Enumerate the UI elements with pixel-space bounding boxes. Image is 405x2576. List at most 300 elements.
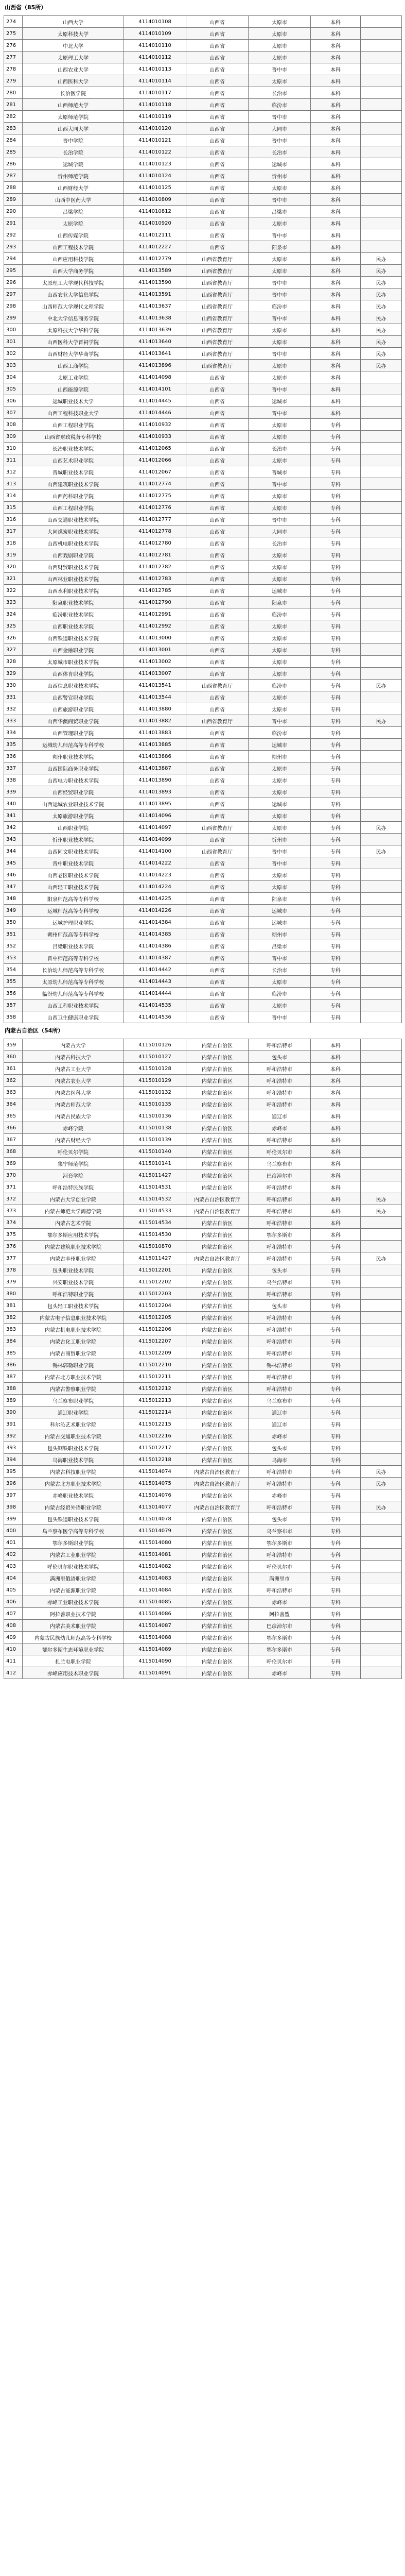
- level-cell: 专科: [311, 419, 361, 431]
- school-name-cell: 山西医科大学: [23, 75, 124, 87]
- city-cell: 太原市: [249, 786, 311, 798]
- school-name-cell: 运城学院: [23, 158, 124, 170]
- school-name-cell: 运城职业技术大学: [23, 395, 124, 407]
- school-name-cell: 内蒙古机电职业技术学院: [23, 1324, 124, 1335]
- authority-cell: 内蒙古自治区教育厅: [186, 1466, 249, 1478]
- table-row: [4, 1466, 402, 1478]
- table-row: [4, 1335, 402, 1347]
- row-index-cell: 334: [4, 727, 23, 739]
- authority-cell: 山西省教育厅: [186, 289, 249, 300]
- city-cell: 呼和浩特市: [249, 1478, 311, 1489]
- note-cell: 民办: [361, 1252, 402, 1264]
- school-name-cell: 山西能源学院: [23, 383, 124, 395]
- row-index-cell: 277: [4, 52, 23, 63]
- school-code-cell: 4114014443: [124, 976, 186, 988]
- authority-cell: 内蒙古自治区: [186, 1312, 249, 1324]
- school-name-cell: 山西大学: [23, 16, 124, 28]
- authority-cell: 内蒙古自治区: [186, 1324, 249, 1335]
- school-name-cell: 乌兰察布职业学院: [23, 1395, 124, 1406]
- city-cell: 太原市: [249, 644, 311, 656]
- level-cell: 专科: [311, 466, 361, 478]
- city-cell: 呼伦贝尔市: [249, 1655, 311, 1667]
- authority-cell: 内蒙古自治区: [186, 1217, 249, 1229]
- table-row: [4, 751, 402, 762]
- authority-cell: 山西省教育厅: [186, 253, 249, 265]
- table-row: [4, 597, 402, 608]
- authority-cell: 山西省: [186, 703, 249, 715]
- city-cell: 太原市: [249, 324, 311, 336]
- table-row: [4, 28, 402, 40]
- level-cell: 专科: [311, 1383, 361, 1395]
- school-name-cell: 山西工程科技职业大学: [23, 407, 124, 419]
- table-row: [4, 454, 402, 466]
- city-cell: 呼和浩特市: [249, 1252, 311, 1264]
- table-row: [4, 75, 402, 87]
- school-name-cell: 乌兰察布医学高等专科学校: [23, 1525, 124, 1537]
- row-index-cell: 391: [4, 1418, 23, 1430]
- note-cell: 民办: [361, 360, 402, 371]
- city-cell: 运城市: [249, 905, 311, 917]
- school-name-cell: 阳泉职业技术学院: [23, 597, 124, 608]
- table-row: [4, 1075, 402, 1087]
- school-code-cell: 4115014531: [124, 1181, 186, 1193]
- authority-cell: 山西省: [186, 431, 249, 443]
- school-name-cell: 山西财贸职业技术学院: [23, 561, 124, 573]
- school-name-cell: 大同煤炭职业技术学院: [23, 526, 124, 537]
- note-cell: [361, 1525, 402, 1537]
- note-cell: 民办: [361, 1205, 402, 1217]
- school-code-cell: 4114013890: [124, 774, 186, 786]
- city-cell: 太原市: [249, 703, 311, 715]
- authority-cell: 山西省: [186, 182, 249, 194]
- table-row: [4, 608, 402, 620]
- city-cell: 太原市: [249, 217, 311, 229]
- level-cell: 专科: [311, 1324, 361, 1335]
- level-cell: 专科: [311, 762, 361, 774]
- school-name-cell: 山西铁道职业技术学院: [23, 632, 124, 644]
- note-cell: [361, 146, 402, 158]
- city-cell: 运城市: [249, 798, 311, 810]
- level-cell: 专科: [311, 1252, 361, 1264]
- note-cell: [361, 905, 402, 917]
- authority-cell: 内蒙古自治区教育厅: [186, 1501, 249, 1513]
- city-cell: 呼和浩特市: [249, 1324, 311, 1335]
- table-row: [4, 1011, 402, 1023]
- school-code-cell: 4115010140: [124, 1146, 186, 1158]
- note-cell: [361, 123, 402, 134]
- authority-cell: 山西省: [186, 656, 249, 668]
- row-index-cell: 372: [4, 1193, 23, 1205]
- row-index-cell: 393: [4, 1442, 23, 1454]
- authority-cell: 内蒙古自治区: [186, 1620, 249, 1632]
- level-cell: 本科: [311, 360, 361, 371]
- level-cell: 本科: [311, 16, 361, 28]
- row-index-cell: 346: [4, 869, 23, 881]
- row-index-cell: 360: [4, 1051, 23, 1063]
- row-index-cell: 317: [4, 526, 23, 537]
- row-index-cell: 402: [4, 1549, 23, 1561]
- row-index-cell: 286: [4, 158, 23, 170]
- note-cell: [361, 608, 402, 620]
- school-name-cell: 山西国际商务职业学院: [23, 762, 124, 774]
- row-index-cell: 407: [4, 1608, 23, 1620]
- city-cell: 长治市: [249, 146, 311, 158]
- row-index-cell: 356: [4, 988, 23, 999]
- school-name-cell: 晋中师范高等专科学校: [23, 952, 124, 964]
- authority-cell: 山西省: [186, 917, 249, 928]
- level-cell: 本科: [311, 371, 361, 383]
- school-code-cell: 4114014097: [124, 822, 186, 834]
- note-cell: [361, 1229, 402, 1241]
- level-cell: 本科: [311, 1063, 361, 1075]
- level-cell: 本科: [311, 1122, 361, 1134]
- authority-cell: 山西省: [186, 988, 249, 999]
- table-row: [4, 1347, 402, 1359]
- school-name-cell: 内蒙古民族幼儿师范高等专科学校: [23, 1632, 124, 1643]
- city-cell: 晋中市: [249, 952, 311, 964]
- city-cell: 吕梁市: [249, 940, 311, 952]
- school-name-cell: 中北大学信息商务学院: [23, 312, 124, 324]
- note-cell: [361, 798, 402, 810]
- authority-cell: 山西省: [186, 454, 249, 466]
- table-row: [4, 371, 402, 383]
- level-cell: 专科: [311, 431, 361, 443]
- school-name-cell: 呼伦贝尔学院: [23, 1146, 124, 1158]
- city-cell: 运城市: [249, 739, 311, 751]
- level-cell: 专科: [311, 857, 361, 869]
- authority-cell: 山西省: [186, 893, 249, 905]
- school-code-cell: 4114012779: [124, 253, 186, 265]
- city-cell: 阳泉市: [249, 597, 311, 608]
- row-index-cell: 408: [4, 1620, 23, 1632]
- school-code-cell: 4114014535: [124, 999, 186, 1011]
- authority-cell: 山西省: [186, 146, 249, 158]
- city-cell: 太原市: [249, 454, 311, 466]
- note-cell: [361, 940, 402, 952]
- school-code-cell: 4114010118: [124, 99, 186, 111]
- school-code-cell: 4114013590: [124, 277, 186, 289]
- city-cell: 太原市: [249, 691, 311, 703]
- city-cell: 鄂尔多斯市: [249, 1537, 311, 1549]
- authority-cell: 山西省: [186, 158, 249, 170]
- note-cell: [361, 1170, 402, 1181]
- table-row: [4, 87, 402, 99]
- authority-cell: 山西省: [186, 1011, 249, 1023]
- school-name-cell: 内蒙古商贸职业学院: [23, 1347, 124, 1359]
- note-cell: [361, 1655, 402, 1667]
- row-index-cell: 329: [4, 668, 23, 680]
- level-cell: 专科: [311, 537, 361, 549]
- note-cell: [361, 52, 402, 63]
- row-index-cell: 312: [4, 466, 23, 478]
- level-cell: 专科: [311, 632, 361, 644]
- note-cell: [361, 1359, 402, 1371]
- level-cell: 本科: [311, 348, 361, 360]
- level-cell: 本科: [311, 1075, 361, 1087]
- table-row: [4, 1312, 402, 1324]
- authority-cell: 内蒙古自治区: [186, 1181, 249, 1193]
- note-cell: [361, 206, 402, 217]
- school-name-cell: 山西师范大学现代文理学院: [23, 300, 124, 312]
- school-name-cell: 内蒙古建筑职业技术学院: [23, 1241, 124, 1252]
- table-row: [4, 407, 402, 419]
- table-row: [4, 16, 402, 28]
- authority-cell: 内蒙古自治区: [186, 1241, 249, 1252]
- table-row: [4, 1359, 402, 1371]
- note-cell: [361, 1087, 402, 1098]
- note-cell: [361, 16, 402, 28]
- row-index-cell: 361: [4, 1063, 23, 1075]
- school-code-cell: 4114014100: [124, 845, 186, 857]
- row-index-cell: 395: [4, 1466, 23, 1478]
- level-cell: 本科: [311, 1146, 361, 1158]
- level-cell: 专科: [311, 834, 361, 845]
- note-cell: 民办: [361, 1501, 402, 1513]
- school-name-cell: 太原理工大学: [23, 52, 124, 63]
- note-cell: [361, 466, 402, 478]
- note-cell: [361, 1011, 402, 1023]
- row-index-cell: 378: [4, 1264, 23, 1276]
- school-name-cell: 太原幼儿师范高等专科学校: [23, 976, 124, 988]
- school-code-cell: 4115014081: [124, 1549, 186, 1561]
- school-name-cell: 山西工程技术学院: [23, 241, 124, 253]
- school-code-cell: 4115011427: [124, 1170, 186, 1181]
- note-cell: 民办: [361, 324, 402, 336]
- school-code-cell: 4114013007: [124, 668, 186, 680]
- table-row: [4, 1643, 402, 1655]
- table-row: [4, 573, 402, 585]
- note-cell: [361, 751, 402, 762]
- city-cell: 太原市: [249, 762, 311, 774]
- level-cell: 专科: [311, 1335, 361, 1347]
- row-index-cell: 316: [4, 514, 23, 526]
- authority-cell: 山西省: [186, 810, 249, 822]
- level-cell: 专科: [311, 1359, 361, 1371]
- school-code-cell: 4115012217: [124, 1442, 186, 1454]
- school-code-cell: 4114014387: [124, 952, 186, 964]
- note-cell: [361, 170, 402, 182]
- row-index-cell: 280: [4, 87, 23, 99]
- note-cell: [361, 774, 402, 786]
- row-index-cell: 318: [4, 537, 23, 549]
- city-cell: 呼和浩特市: [249, 1181, 311, 1193]
- authority-cell: 内蒙古自治区: [186, 1395, 249, 1406]
- note-cell: [361, 585, 402, 597]
- school-name-cell: 内蒙古民族大学: [23, 1110, 124, 1122]
- table-row: [4, 620, 402, 632]
- level-cell: 专科: [311, 644, 361, 656]
- authority-cell: 山西省: [186, 170, 249, 182]
- note-cell: [361, 99, 402, 111]
- school-name-cell: 山西戏剧职业学院: [23, 549, 124, 561]
- note-cell: [361, 1383, 402, 1395]
- city-cell: 赤峰市: [249, 1667, 311, 1679]
- school-name-cell: 内蒙古农业大学: [23, 1075, 124, 1087]
- note-cell: [361, 1276, 402, 1288]
- city-cell: 太原市: [249, 265, 311, 277]
- note-cell: [361, 1051, 402, 1063]
- row-index-cell: 326: [4, 632, 23, 644]
- authority-cell: 山西省: [186, 940, 249, 952]
- school-name-cell: 鄂尔多斯应用技术学院: [23, 1229, 124, 1241]
- school-code-cell: 4115010127: [124, 1051, 186, 1063]
- city-cell: 呼和浩特市: [249, 1205, 311, 1217]
- note-cell: [361, 1596, 402, 1608]
- note-cell: [361, 1134, 402, 1146]
- table-row: [4, 312, 402, 324]
- city-cell: 满洲里市: [249, 1572, 311, 1584]
- school-code-cell: 4114010933: [124, 431, 186, 443]
- table-row: [4, 241, 402, 253]
- inner-mongolia-table-body: [4, 1039, 402, 1679]
- note-cell: 民办: [361, 312, 402, 324]
- school-name-cell: 满洲里俄语职业学院: [23, 1572, 124, 1584]
- row-index-cell: 398: [4, 1501, 23, 1513]
- authority-cell: 内蒙古自治区: [186, 1632, 249, 1643]
- level-cell: 专科: [311, 1525, 361, 1537]
- table-row: [4, 1632, 402, 1643]
- city-cell: 呼和浩特市: [249, 1087, 311, 1098]
- level-cell: 专科: [311, 881, 361, 893]
- note-cell: 民办: [361, 348, 402, 360]
- row-index-cell: 306: [4, 395, 23, 407]
- school-name-cell: 忻州师范学院: [23, 170, 124, 182]
- school-code-cell: 4114014225: [124, 893, 186, 905]
- authority-cell: 山西省: [186, 798, 249, 810]
- city-cell: 晋中市: [249, 857, 311, 869]
- authority-cell: 山西省: [186, 75, 249, 87]
- authority-cell: 山西省: [186, 383, 249, 395]
- school-code-cell: 4114010117: [124, 87, 186, 99]
- table-row: [4, 253, 402, 265]
- table-row: [4, 869, 402, 881]
- row-index-cell: 366: [4, 1122, 23, 1134]
- school-code-cell: 4115010136: [124, 1110, 186, 1122]
- row-index-cell: 288: [4, 182, 23, 194]
- authority-cell: 内蒙古自治区教育厅: [186, 1205, 249, 1217]
- note-cell: [361, 383, 402, 395]
- authority-cell: 山西省: [186, 217, 249, 229]
- city-cell: 运城市: [249, 158, 311, 170]
- table-row: [4, 857, 402, 869]
- school-code-cell: 4115014078: [124, 1513, 186, 1525]
- authority-cell: 山西省教育厅: [186, 265, 249, 277]
- row-index-cell: 389: [4, 1395, 23, 1406]
- authority-cell: 内蒙古自治区: [186, 1667, 249, 1679]
- note-cell: [361, 656, 402, 668]
- school-name-cell: 锡林郭勒职业学院: [23, 1359, 124, 1371]
- school-name-cell: 太原学院: [23, 217, 124, 229]
- school-name-cell: 鄂尔多斯生态环境职业学院: [23, 1643, 124, 1655]
- row-index-cell: 388: [4, 1383, 23, 1395]
- note-cell: [361, 431, 402, 443]
- level-cell: 专科: [311, 668, 361, 680]
- school-code-cell: 4115012209: [124, 1347, 186, 1359]
- table-row: [4, 40, 402, 52]
- row-index-cell: 347: [4, 881, 23, 893]
- authority-cell: 山西省: [186, 63, 249, 75]
- city-cell: 运城市: [249, 585, 311, 597]
- row-index-cell: 276: [4, 40, 23, 52]
- school-name-cell: 朔州师范高等专科学校: [23, 928, 124, 940]
- row-index-cell: 337: [4, 762, 23, 774]
- row-index-cell: 328: [4, 656, 23, 668]
- note-cell: [361, 526, 402, 537]
- authority-cell: 内蒙古自治区: [186, 1608, 249, 1620]
- school-name-cell: 太原城市职业技术学院: [23, 656, 124, 668]
- school-name-cell: 山西职业技术学院: [23, 620, 124, 632]
- table-row: [4, 1110, 402, 1122]
- school-code-cell: 4114012991: [124, 608, 186, 620]
- authority-cell: 山西省: [186, 549, 249, 561]
- level-cell: 专科: [311, 1312, 361, 1324]
- level-cell: 本科: [311, 300, 361, 312]
- level-cell: 专科: [311, 964, 361, 976]
- level-cell: 本科: [311, 1170, 361, 1181]
- note-cell: [361, 952, 402, 964]
- level-cell: 专科: [311, 1241, 361, 1252]
- city-cell: 包头市: [249, 1264, 311, 1276]
- city-cell: 太原市: [249, 16, 311, 28]
- section-title-shanxi: 山西省（85所）: [5, 4, 47, 11]
- table-row: [4, 999, 402, 1011]
- city-cell: 太原市: [249, 549, 311, 561]
- school-code-cell: 4115012202: [124, 1276, 186, 1288]
- school-name-cell: 山西机电职业技术学院: [23, 537, 124, 549]
- row-index-cell: 357: [4, 999, 23, 1011]
- school-name-cell: 山西师范大学: [23, 99, 124, 111]
- level-cell: 专科: [311, 1501, 361, 1513]
- table-row: [4, 111, 402, 123]
- table-row: [4, 1418, 402, 1430]
- city-cell: 呼伦贝尔市: [249, 1146, 311, 1158]
- school-name-cell: 运城护理职业学院: [23, 917, 124, 928]
- table-row: [4, 158, 402, 170]
- city-cell: 运城市: [249, 917, 311, 928]
- school-name-cell: 内蒙古化工职业学院: [23, 1335, 124, 1347]
- table-row: [4, 277, 402, 289]
- level-cell: 本科: [311, 289, 361, 300]
- school-name-cell: 呼和浩特职业学院: [23, 1288, 124, 1300]
- note-cell: 民办: [361, 336, 402, 348]
- level-cell: 专科: [311, 1596, 361, 1608]
- note-cell: [361, 229, 402, 241]
- school-code-cell: 4115012214: [124, 1406, 186, 1418]
- table-row: [4, 1406, 402, 1418]
- note-cell: 民办: [361, 253, 402, 265]
- city-cell: 包头市: [249, 1300, 311, 1312]
- row-index-cell: 275: [4, 28, 23, 40]
- authority-cell: 山西省: [186, 668, 249, 680]
- school-name-cell: 阳泉师范高等专科学校: [23, 893, 124, 905]
- table-row: [4, 431, 402, 443]
- table-row: [4, 1217, 402, 1229]
- authority-cell: 山西省: [186, 751, 249, 762]
- table-row: [4, 549, 402, 561]
- level-cell: 专科: [311, 526, 361, 537]
- authority-cell: 山西省: [186, 952, 249, 964]
- school-code-cell: 4114014385: [124, 928, 186, 940]
- authority-cell: 内蒙古自治区: [186, 1276, 249, 1288]
- authority-cell: 内蒙古自治区: [186, 1158, 249, 1170]
- level-cell: 本科: [311, 28, 361, 40]
- school-code-cell: 4114014445: [124, 395, 186, 407]
- table-row: [4, 336, 402, 348]
- note-cell: 民办: [361, 277, 402, 289]
- city-cell: 呼和浩特市: [249, 1383, 311, 1395]
- school-code-cell: 4114013880: [124, 703, 186, 715]
- school-name-cell: 山西药科职业学院: [23, 490, 124, 502]
